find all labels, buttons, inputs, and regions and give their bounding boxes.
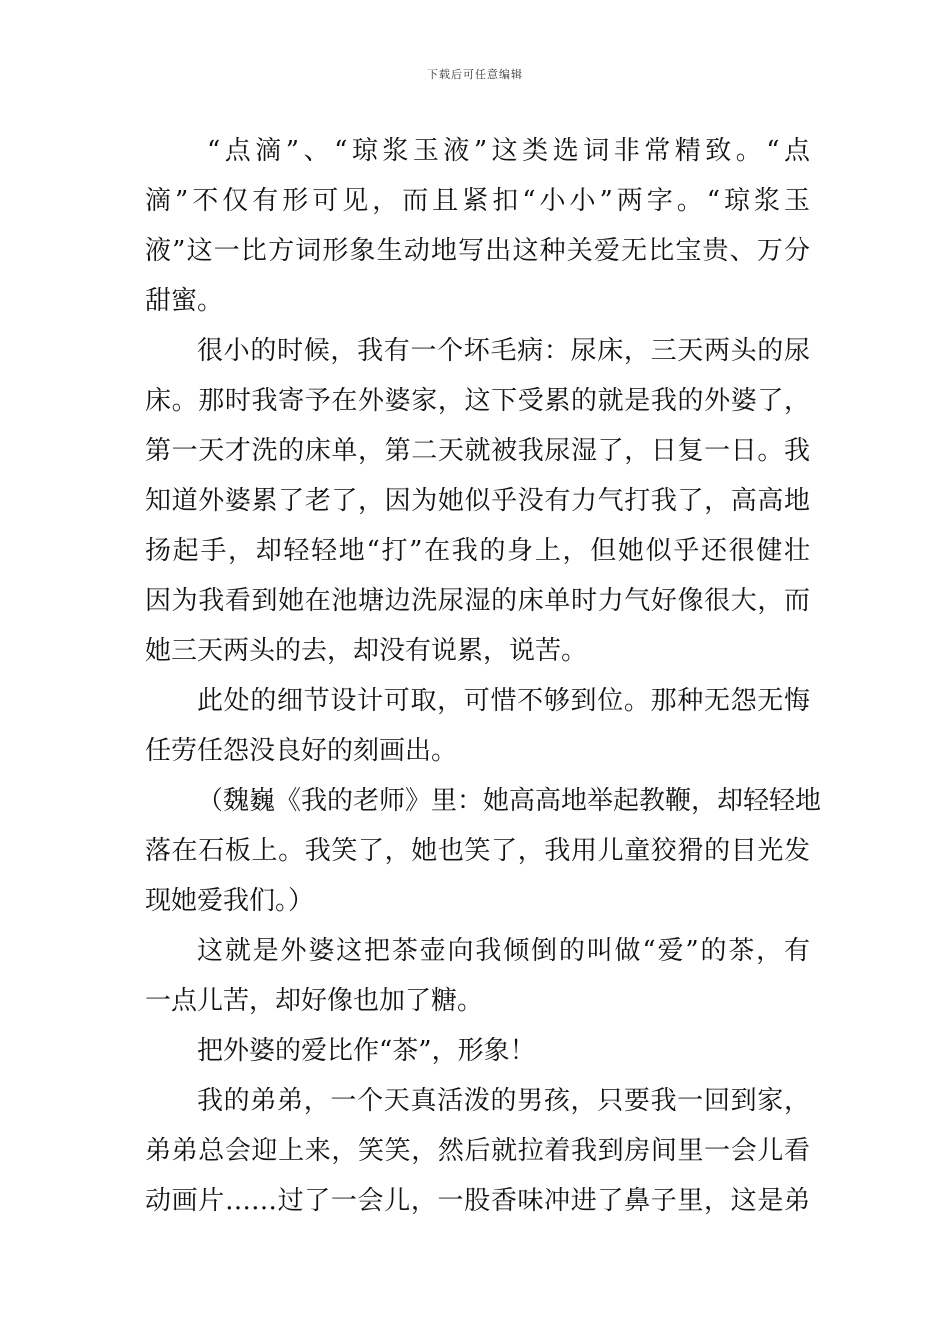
text-line: 知道外婆累了老了，因为她似乎没有力气打我了，高高地 bbox=[145, 486, 810, 516]
text-line: 她三天两头的去，却没有说累，说苦。 bbox=[145, 636, 588, 666]
text-line: （魏巍《我的老师》里：她高高地举起教鞭，却轻轻地 bbox=[197, 786, 822, 816]
text-line: 扬起手，却轻轻地“打”在我的身上，但她似乎还很健壮 bbox=[145, 536, 810, 566]
text-line: 因为我看到她在池塘边洗尿湿的床单时力气好像很大，而 bbox=[145, 586, 810, 616]
text-line: 一点儿苦，却好像也加了糖。 bbox=[145, 986, 484, 1016]
document-body bbox=[145, 126, 822, 1226]
text-line: 甜蜜。 bbox=[145, 286, 224, 316]
text-line: 现她爱我们。） bbox=[145, 886, 315, 916]
text-line: 滴”不仅有形可见，而且紧扣“小小”两字。“琼浆玉 bbox=[145, 186, 810, 216]
text-line: 很小的时候，我有一个坏毛病：尿床，三天两头的尿 bbox=[197, 336, 810, 366]
text-line: 第一天才洗的床单，第二天就被我尿湿了，日复一日。我 bbox=[145, 436, 810, 466]
text-line: 液”这一比方词形象生动地写出这种关爱无比宝贵、万分 bbox=[145, 236, 810, 266]
text-line: 动画片……过了一会儿，一股香味冲进了鼻子里，这是弟 bbox=[145, 1186, 810, 1216]
text-line: 弟弟总会迎上来，笑笑，然后就拉着我到房间里一会儿看 bbox=[145, 1136, 810, 1166]
text-line: 任劳任怨没良好的刻画出。 bbox=[145, 736, 458, 766]
text-line: 落在石板上。我笑了，她也笑了，我用儿童狡猾的目光发 bbox=[145, 836, 810, 866]
page-header: 下载后可任意编辑 bbox=[427, 68, 523, 81]
text-line: “点滴”、“琼浆玉液”这类选词非常精致。“点 bbox=[207, 136, 810, 166]
text-line: 把外婆的爱比作“茶”，形象！ bbox=[197, 1036, 536, 1066]
text-line: 这就是外婆这把茶壶向我倾倒的叫做“爱”的茶，有 bbox=[197, 936, 810, 966]
text-line: 床。那时我寄予在外婆家，这下受累的就是我的外婆了， bbox=[145, 386, 810, 416]
text-line: 我的弟弟，一个天真活泼的男孩，只要我一回到家， bbox=[197, 1086, 810, 1116]
text-line: 此处的细节设计可取，可惜不够到位。那种无怨无悔 bbox=[197, 686, 810, 716]
